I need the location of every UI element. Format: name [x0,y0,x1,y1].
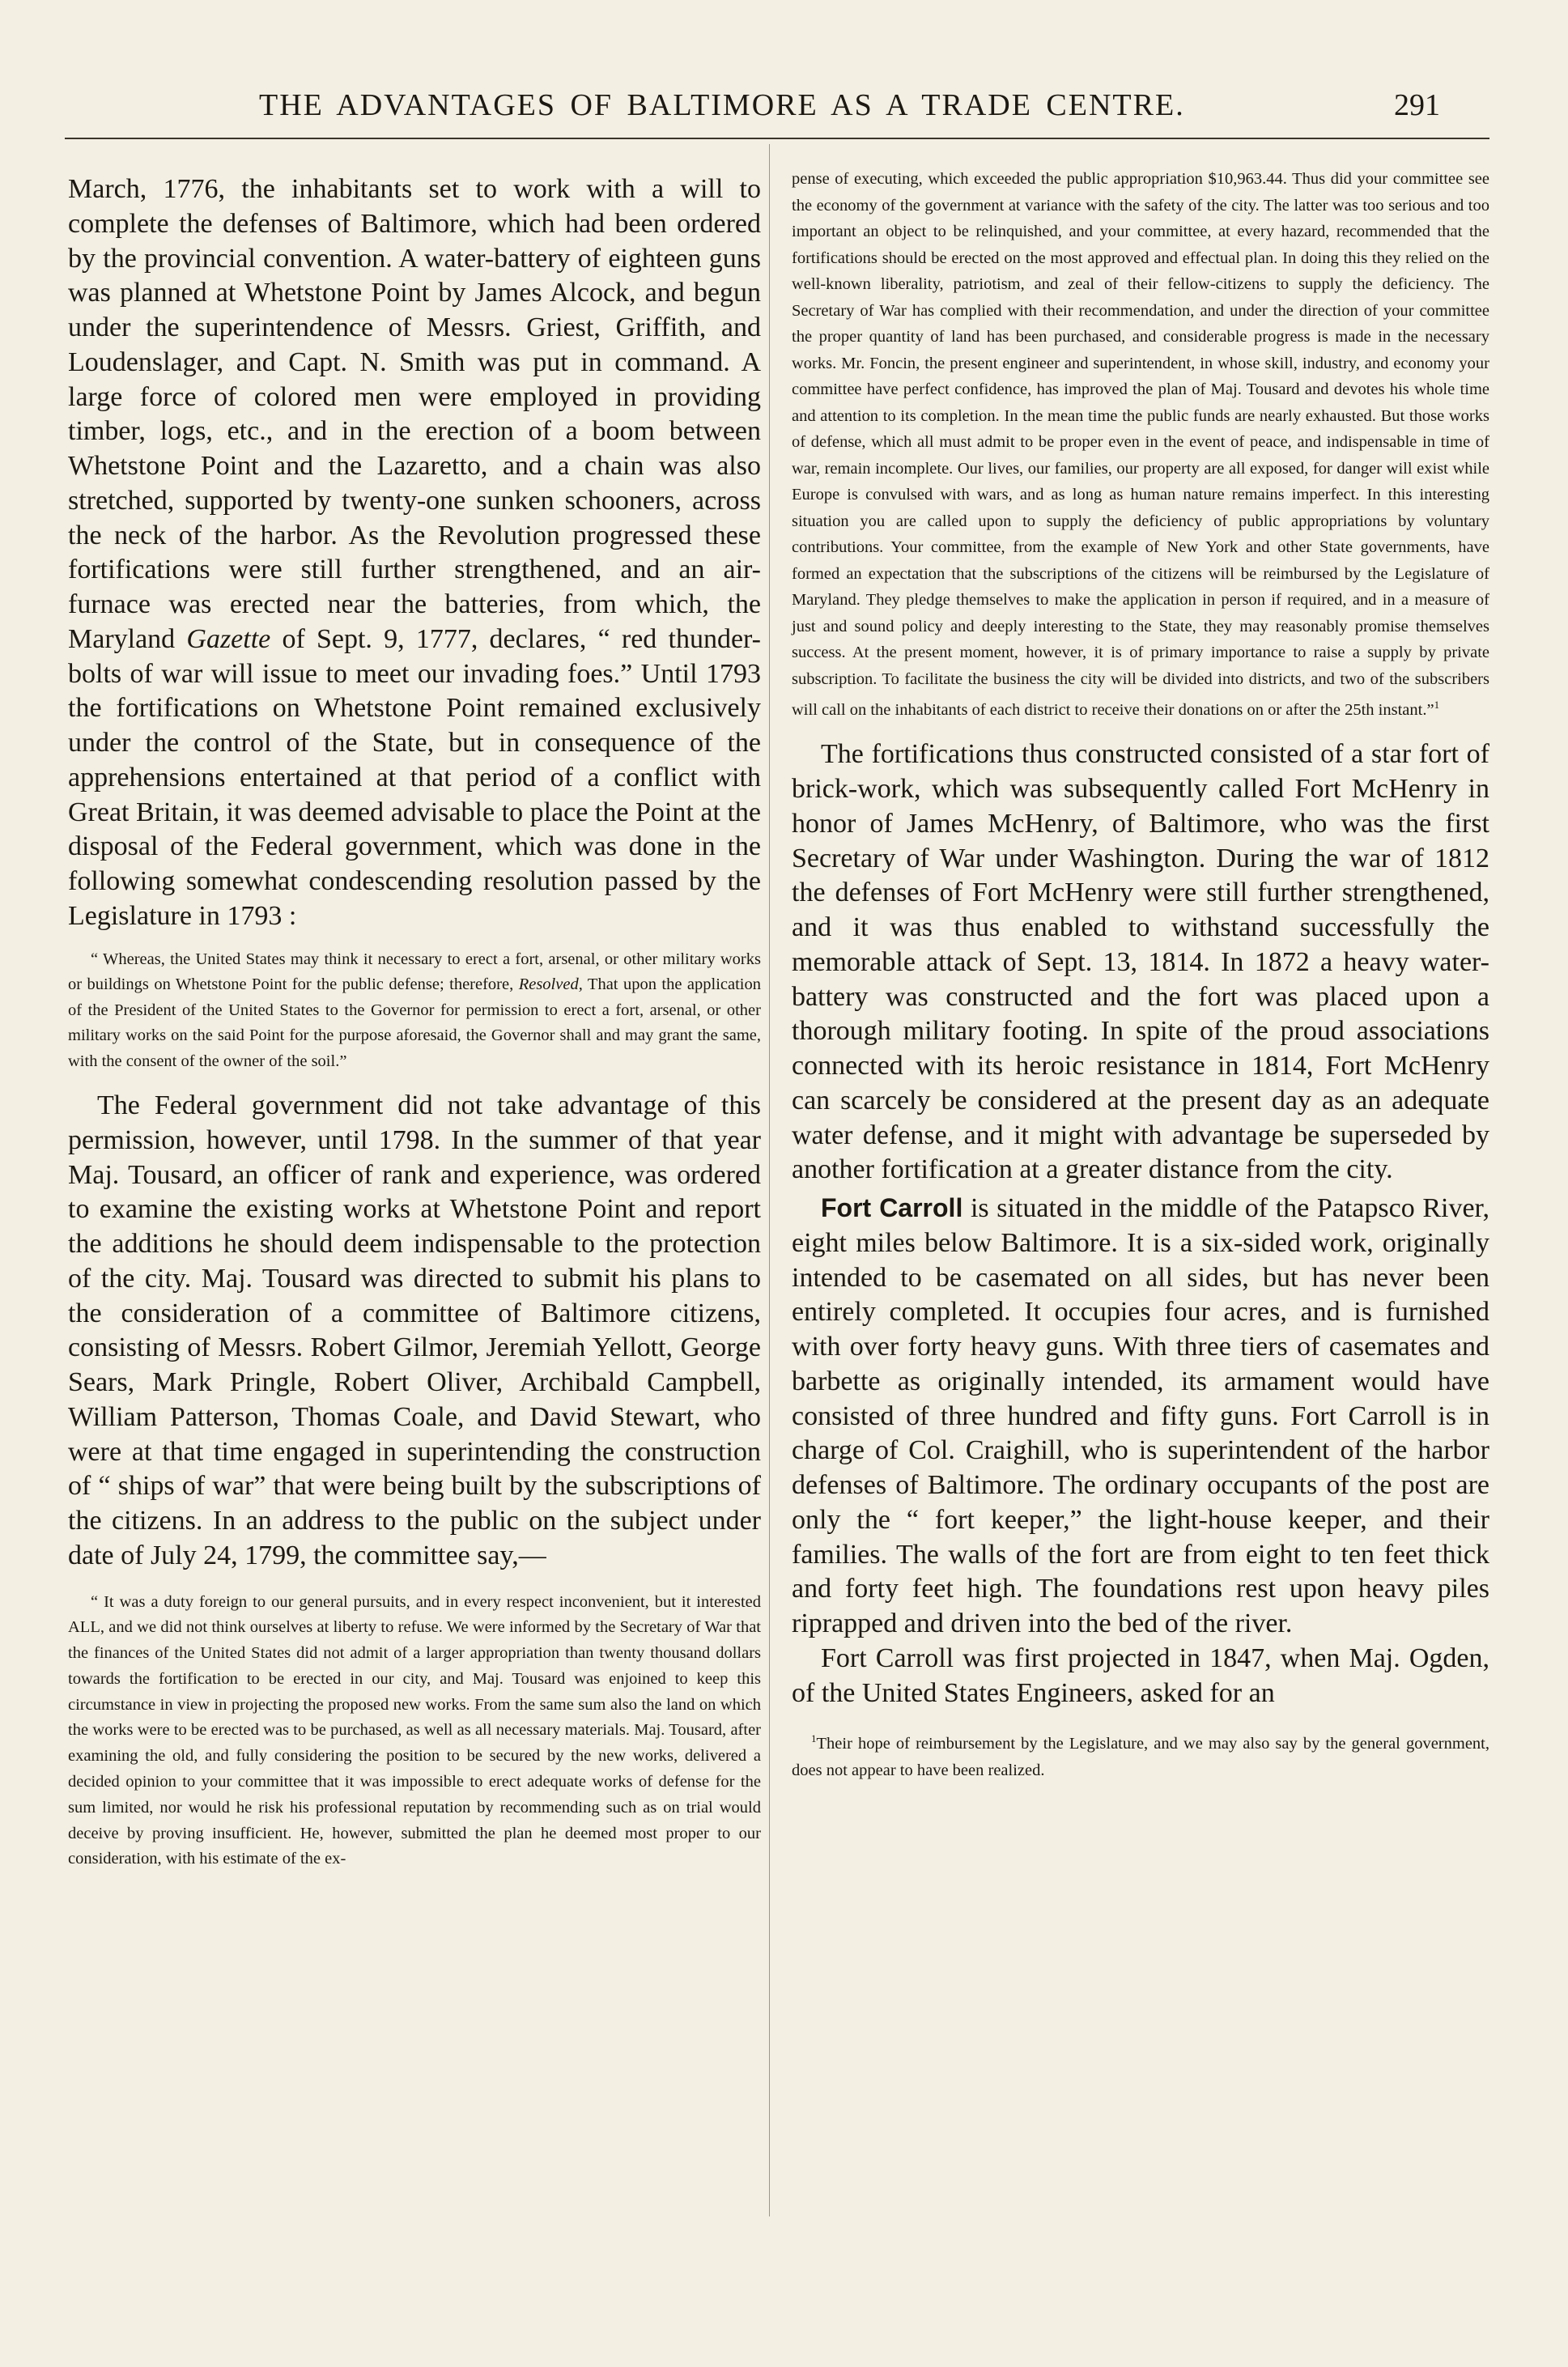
quote-text: pense of executing, which exceeded the public appropriation $10,963.44. Thus did your committee see the economy of the government at variance with the safety of the city. The latter was too serious and too important an object to be relinquished, and your committee, at every hazard, recommended that the fortifications should be erected on the most approved and effectual plan. In doing this they relied on the well-known liberality, patriotism, and zeal of their fellow-citizens to supply the deficiency. The Secretary of War has complied with their recommendation, and under the direction of your committee the proper quantity of land has been purchased, and considerable progress is made in the necessary works. Mr. Foncin, the present engineer and superintendent, in whose skill, industry, and economy your committee have perfect confidence, has improved the plan of Maj. Tousard and devotes his whole time and attention to its completion. In the mean time the public funds are nearly exhausted. But those works of defense, which all must admit to be proper even in the event of peace, and indispensable in time of war, remain incomplete. Our lives, our families, our property are all exposed, for danger will exist while Europe is convulsed with wars, and as long as human nature remains imperfect. In this interesting situation you are called upon to supply the deficiency of public appropriations by voluntary contributions. Your committee, from the example of New York and other State governments, have formed an expectation that the subscriptions of the citizens will be reimbursed by the Legislature of Maryland. They pledge themselves to make the application in person if required, and in a measure of just and sound policy and deeply interesting to the State, they may reasonably promise themselves success. At the present moment, however, it is of primary importance to raise a supply by private subscription. To facilitate the business the city will be divided into districts, and two of the subscribers will call on the inhabitants of each district to receive their donations on or after the 25th instant.” [792,170,1489,719]
quote-text: That upon the application of the President of the United States to the Governor for permission to erect a fort, arsenal, or other military works on the said Point for the purpose aforesaid, the Governor shall and may grant the same, with the consent of the owner of the soil.” [68,975,762,1070]
footnote-reference: 1 [1434,699,1440,711]
paragraph: The Federal government did not take advantage of this permission, however, until 1798. In the summer of that year Maj. Tousard, an officer of rank and experience, was ordered to examine the existing works at Whetstone Point and report the additions he should deem indispensable to the protection of the city. Maj. Tousard was directed to submit his plans to the consideration of a committee of Baltimore citizens, consisting of Messrs. Robert Gilmor, Jeremiah Yellott, George Sears, Mark Pringle, Robert Oliver, Archibald Campbell, William Patterson, Thomas Coale, and David Stewart, who were at that time engaged in superintending the construction of “ ships of war” that were being built by the subscriptions of the citizens. In an address to the public on the subject under date of July 24, 1799, the committee say,— [68,1090,761,1570]
committee-quote-continued [792,166,1489,723]
page-number: 291 [1394,88,1440,122]
paragraph-text: March, 1776, the inhabitants set to work with a will to complete the defenses of Baltimore, which had been ordered by the provincial convention. A water-battery of eighteen guns was planned at Whetstone Point by James Alcock, and begun under the superintendence of Messrs. Griest, Griffith, and Loudenslager, and Capt. N. Smith was put in command. A large force of colored men were employed in providing timber, logs, etc., and in the erection of a boom between Whetstone Point and the Lazaretto, and a chain was also stretched, supported by twenty-one sunken schooners, across the neck of the harbor. As the Revolution progressed these fortifications were still further strengthened, and an air-furnace was erected near the batteries, from which, the Maryland [68,174,761,654]
fort-carroll-heading: Fort Carroll [821,1193,963,1223]
footnote-text: Their hope of reimbursement by the Legislature, and we may also say by the general government, does not appear to have been realized. [792,1735,1489,1780]
column-divider [769,144,770,2216]
resolution-quote [68,947,761,1075]
footnote [792,1725,1489,1784]
quote-text: “ Whereas, the United States may think it necessary to erect a fort, arsenal, or other military works or buildings on Whetstone Point for the public defense; therefore, [68,950,761,993]
right-column [792,166,1489,1784]
gazette-italic: Gazette [186,623,271,654]
paragraph [792,1191,1489,1642]
paragraph: The fortifications thus constructed consisted of a star fort of brick-work, which was subsequently called Fort McHenry in honor of James McHenry, of Baltimore, who was the first Secretary of War under Washington. During the war of 1812 the defenses of Fort McHenry were still further strengthened, and it was thus enabled to withstand successfully the memorable attack of Sept. 13, 1814. In 1872 a heavy water-battery was constructed and the fort was placed upon a thorough military footing. In spite of the proud associations connected with its heroic resistance in 1814, Fort McHenry can scarcely be considered at the present day as an adequate water defense, and it might with advantage be superseded by another fortification at a greater distance from the city. [792,739,1489,1185]
paragraph [68,172,761,934]
footnote-mark: 1 [811,1732,817,1745]
running-title: THE ADVANTAGES OF BALTIMORE AS A TRADE CENTRE. [259,88,1185,122]
left-column [68,172,761,1872]
paragraph-text: of Sept. 9, 1777, declares, “ red thunder-bolts of war will issue to meet our invading foes.” Until 1793 the fortifications on Whetstone Point remained exclusively under the control of the State, but in consequence of the apprehensions entertained at that period of a conflict with Great Britain, it was deemed advisable to place the Point at the disposal of the Federal government, which was done in the following somewhat condescending resolution passed by the Legislature in 1793 : [68,623,761,931]
committee-quote: “ It was a duty foreign to our general pursuits, and in every respect inconvenient, but it interested ALL, and we did not think ourselves at liberty to refuse. We were informed by the Secretary of War that the finances of the United States did not admit of a larger appropriation than twenty thousand dollars towards the fortification to be erected in our city, and Maj. Tousard was enjoined to keep this circumstance in view in projecting the proposed new works. From the same sum also the land on which the works were to be erected was to be purchased, as well as all necessary materials. Maj. Tousard, after examining the old, and fully considering the position to be secured by the new works, delivered a decided opinion to your committee that it was impossible to erect adequate works of defense for the sum limited, nor would he risk his professional reputation by recommending such as on trial would deceive by proving insufficient. He, however, submitted the plan he deemed most proper to our consideration, with his estimate of the ex- [68,1592,761,1868]
paragraph: Fort Carroll was first projected in 1847, when Maj. Ogden, of the United States Engineers, asked for an [792,1642,1489,1708]
header-rule [65,138,1489,139]
paragraph-text: is situated in the middle of the Patapsco River, eight miles below Baltimore. It is a six-sided work, originally intended to be casemated on all sides, but has never been entirely completed. It occupies four acres, and is furnished with over forty heavy guns. With three tiers of casemates and barbette as originally intended, its armament would have consisted of three hundred and fifty guns. Fort Carroll is in charge of Col. Craighill, who is superintendent of the harbor defenses of Baltimore. The ordinary occupants of the post are only the “ fort keeper,” the light-house keeper, and their families. The walls of the fort are from eight to ten feet thick and forty feet high. The foundations rest upon heavy piles riprapped and driven into the bed of the river. [792,1193,1489,1639]
resolved-italic: Resolved, [518,975,583,993]
